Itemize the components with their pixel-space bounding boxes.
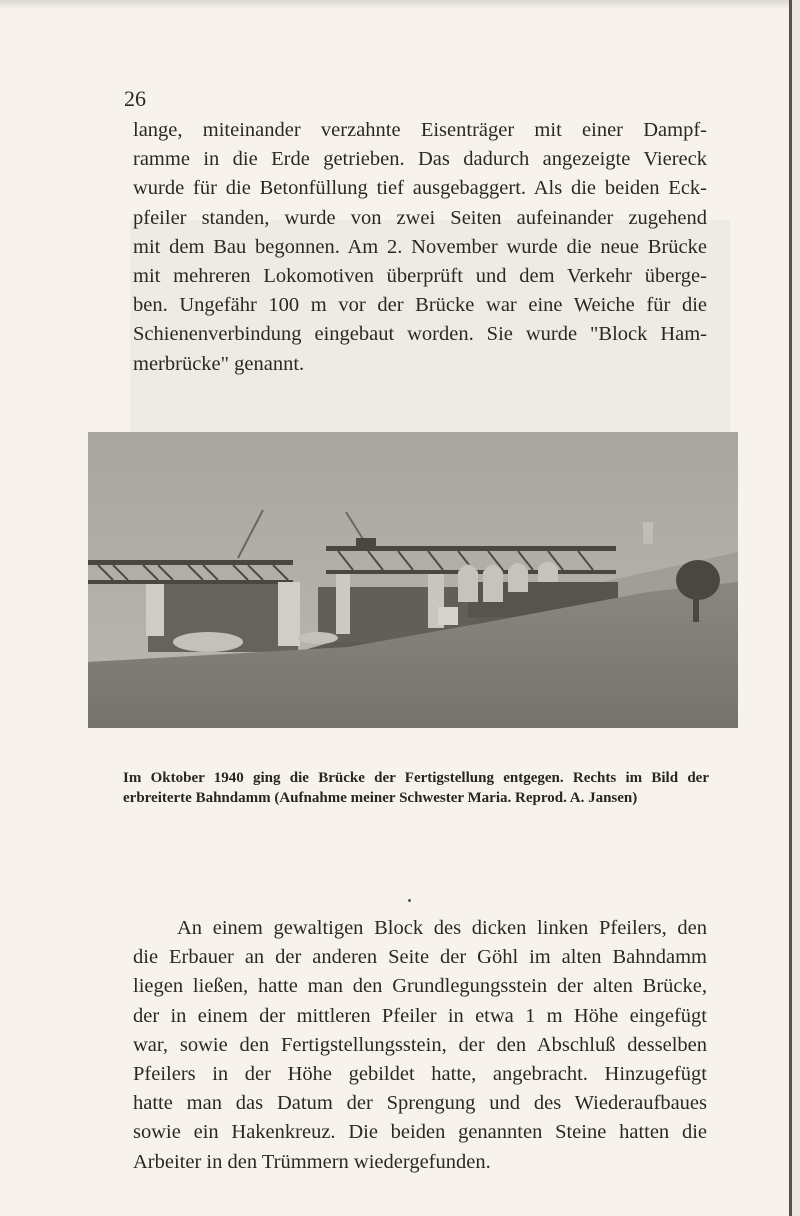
text-line: lange, miteinander verzahnte Eisenträger mit einer Dampf-	[133, 119, 707, 141]
text-line: ramme in die Erde getrieben. Das dadurch angezeigte Viereck	[133, 148, 707, 171]
scan-right-margin	[792, 0, 800, 1216]
paragraph-1	[133, 116, 707, 379]
text-line: mit mehreren Lokomotiven überprüft und dem Verkehr überge-	[133, 265, 707, 288]
scan-speck	[408, 899, 411, 902]
text-line: wurde für die Betonfüllung tief ausgebaggert. Als die beiden Eck-	[133, 177, 707, 200]
text-line: An einem gewaltigen Block des dicken linken Pfeilers, den	[177, 917, 707, 939]
text-line: der in einem der mittleren Pfeiler in etwa 1 m Höhe eingefügt	[133, 1004, 707, 1027]
scan-top-edge	[0, 0, 800, 8]
text-line: pfeiler standen, wurde von zwei Seiten aufeinander zugehend	[133, 206, 707, 229]
text-line: sowie ein Hakenkreuz. Die beiden genannten Steine hatten die	[133, 1121, 707, 1144]
text-line: mit dem Bau begonnen. Am 2. November wurde die neue Brücke	[133, 235, 707, 258]
text-line: Pfeilers in der Höhe gebildet hatte, angebracht. Hinzugefügt	[133, 1063, 707, 1086]
text-line: liegen ließen, hatte man den Grundlegungsstein der alten Brücke,	[133, 975, 707, 998]
text-line: war, sowie den Fertigstellungsstein, der den Abschluß desselben	[133, 1033, 707, 1056]
bridge-photo-illustration	[88, 432, 738, 728]
text-line: die Erbauer an der anderen Seite der Göhl im alten Bahndamm	[133, 946, 707, 969]
photo-caption	[123, 768, 709, 808]
page-number: 26	[124, 86, 146, 111]
caption-line: erbreiterte Bahndamm (Aufnahme meiner Schwester Maria. Reprod. A. Jansen)	[123, 790, 638, 806]
text-line: merbrücke" genannt.	[133, 352, 305, 375]
bridge-photo	[88, 432, 738, 728]
text-line: Arbeiter in den Trümmern wiedergefunden.	[133, 1150, 491, 1173]
text-line: ben. Ungefähr 100 m vor der Brücke war eine Weiche für die	[133, 294, 707, 317]
text-line: hatte man das Datum der Sprengung und des Wiederaufbaues	[133, 1092, 707, 1115]
paragraph-2	[133, 914, 707, 1177]
text-line: Schienenverbindung eingebaut worden. Sie wurde "Block Ham-	[133, 323, 707, 346]
caption-line: Im Oktober 1940 ging die Brücke der Fertigstellung entgegen. Rechts im Bild der	[123, 770, 709, 786]
